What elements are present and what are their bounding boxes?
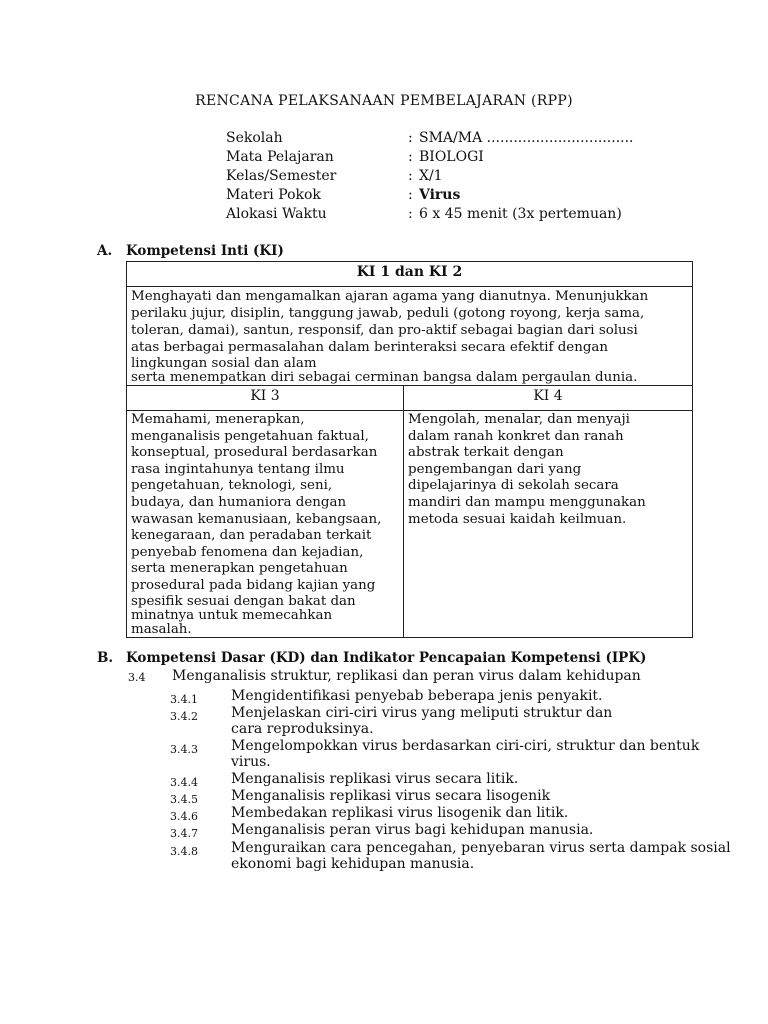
- ipk-text: [231, 689, 711, 705]
- ki4-line: pengembangan dari yang: [408, 461, 582, 477]
- ki4-line: abstrak terkait dengan: [408, 445, 564, 461]
- ipk-text: [231, 841, 731, 872]
- ki3-line: menganalisis pengetahuan faktual,: [131, 428, 369, 444]
- ki3-line: wawasan kemanusiaan, kebangsaan,: [131, 511, 382, 527]
- ki3-line: masalah.: [131, 621, 192, 637]
- identity-label-class: Kelas/Semester: [226, 168, 337, 184]
- ki3-line: konseptual, prosedural berdasarkan: [131, 445, 378, 461]
- identity-colon: :: [408, 187, 413, 203]
- ipk-number: 3.4.4: [170, 776, 198, 789]
- ipk-line: ekonomi bagi kehidupan manusia.: [231, 855, 475, 872]
- ki4-line: metoda sesuai kaidah keilmuan.: [408, 511, 627, 527]
- ki4-line: dipelajarinya di sekolah secara: [408, 478, 619, 494]
- ki3-line: serta menerapkan pengetahuan: [131, 561, 348, 577]
- ipk-text: [231, 706, 711, 737]
- ki4-header: KI 4: [404, 386, 693, 411]
- section-a-letter: A.: [97, 243, 113, 259]
- ki12-line: toleran, damai), santun, responsif, dan pro-aktif sebagai bagian dari solusi: [131, 323, 638, 338]
- identity-value-time: 6 x 45 menit (3x pertemuan): [419, 206, 622, 222]
- section-b-title: Kompetensi Dasar (KD) dan Indikator Pencapaian Kompetensi (IPK): [126, 650, 647, 666]
- ki3-line: Memahami, menerapkan,: [131, 412, 305, 427]
- ki3-line: pengetahuan, teknologi, seni,: [131, 478, 333, 494]
- ki4-line: mandiri dan mampu menggunakan: [408, 494, 646, 510]
- kd-number: 3.4: [128, 671, 146, 684]
- ki3-line: spesifik sesuai dengan bakat dan: [131, 593, 356, 609]
- ipk-line: Menjelaskan ciri-ciri virus yang meliputi struktur dan: [231, 705, 613, 721]
- ki12-body: [127, 287, 693, 386]
- ki3-line: budaya, dan humaniora dengan: [131, 494, 347, 510]
- ki12-line: Menghayati dan mengamalkan ajaran agama yang dianutnya. Menunjukkan: [131, 289, 649, 304]
- ipk-number: 3.4.6: [170, 810, 198, 823]
- ipk-line: virus.: [231, 753, 271, 770]
- identity-value-school: SMA/MA .................................: [419, 130, 634, 146]
- kd-text: Menganalisis struktur, replikasi dan peran virus dalam kehidupan: [172, 668, 641, 684]
- ki3-line: prosedural pada bidang kajian yang: [131, 577, 376, 593]
- ipk-line: Mengidentifikasi penyebab beberapa jenis penyakit.: [231, 688, 603, 704]
- ipk-text: [231, 823, 711, 839]
- section-b-letter: B.: [97, 650, 114, 666]
- ki12-line: serta menempatkan diri sebagai cerminan bangsa dalam pergaulan dunia.: [131, 370, 638, 385]
- ipk-text: [231, 789, 711, 805]
- ipk-line: Menguraikan cara pencegahan, penyebaran virus serta dampak sosial: [231, 840, 731, 856]
- identity-value-topic: Virus: [419, 187, 461, 203]
- ipk-line: Menganalisis peran virus bagi kehidupan manusia.: [231, 822, 594, 838]
- ipk-number: 3.4.8: [170, 845, 198, 858]
- ipk-text: [231, 806, 711, 822]
- identity-colon: :: [408, 168, 413, 184]
- ki12-header: KI 1 dan KI 2: [127, 262, 693, 287]
- ipk-number: 3.4.2: [170, 710, 198, 723]
- ipk-line: Menganalisis replikasi virus secara lisogenik: [231, 788, 551, 804]
- identity-colon: :: [408, 149, 413, 165]
- ki12-line: perilaku jujur, disiplin, tanggung jawab, peduli (gotong royong, kerja sama,: [131, 306, 645, 321]
- identity-value-subject: BIOLOGI: [419, 149, 484, 165]
- ipk-line: Mengelompokkan virus berdasarkan ciri-ciri, struktur dan bentuk: [231, 738, 700, 754]
- ipk-number: 3.4.3: [170, 743, 198, 756]
- identity-label-school: Sekolah: [226, 130, 283, 146]
- ki3-line: rasa ingintahunya tentang ilmu: [131, 461, 345, 477]
- ipk-text: [231, 739, 721, 770]
- ipk-number: 3.4.5: [170, 793, 198, 806]
- identity-label-subject: Mata Pelajaran: [226, 149, 334, 165]
- ipk-number: 3.4.1: [170, 693, 198, 706]
- ki-table: [126, 261, 693, 638]
- ki3-body: [127, 411, 404, 638]
- identity-colon: :: [408, 130, 413, 146]
- ipk-text: [231, 772, 711, 788]
- ipk-line: Menganalisis replikasi virus secara litik.: [231, 771, 519, 787]
- ki3-line: kenegaraan, dan peradaban terkait: [131, 528, 372, 544]
- identity-label-time: Alokasi Waktu: [226, 206, 327, 222]
- ki3-line: penyebab fenomena dan kejadian,: [131, 544, 364, 560]
- ki3-line: minatnya untuk memecahkan: [131, 607, 333, 623]
- section-a-title: Kompetensi Inti (KI): [126, 243, 284, 259]
- identity-value-class: X/1: [419, 168, 443, 184]
- ki3-header: KI 3: [127, 386, 404, 411]
- ki12-line: atas berbagai permasalahan dalam berinteraksi secara efektif dengan: [131, 340, 609, 355]
- identity-colon: :: [408, 206, 413, 222]
- ipk-line: cara reproduksinya.: [231, 720, 374, 737]
- ki4-line: dalam ranah konkret dan ranah: [408, 428, 624, 444]
- ki4-line: Mengolah, menalar, dan menyaji: [408, 412, 630, 427]
- ki4-body: [404, 411, 693, 638]
- ipk-number: 3.4.7: [170, 827, 198, 840]
- ipk-line: Membedakan replikasi virus lisogenik dan litik.: [231, 805, 569, 821]
- ki12-line: lingkungan sosial dan alam: [131, 356, 317, 371]
- document-title: RENCANA PELAKSANAAN PEMBELAJARAN (RPP): [195, 93, 573, 109]
- identity-label-topic: Materi Pokok: [226, 187, 321, 203]
